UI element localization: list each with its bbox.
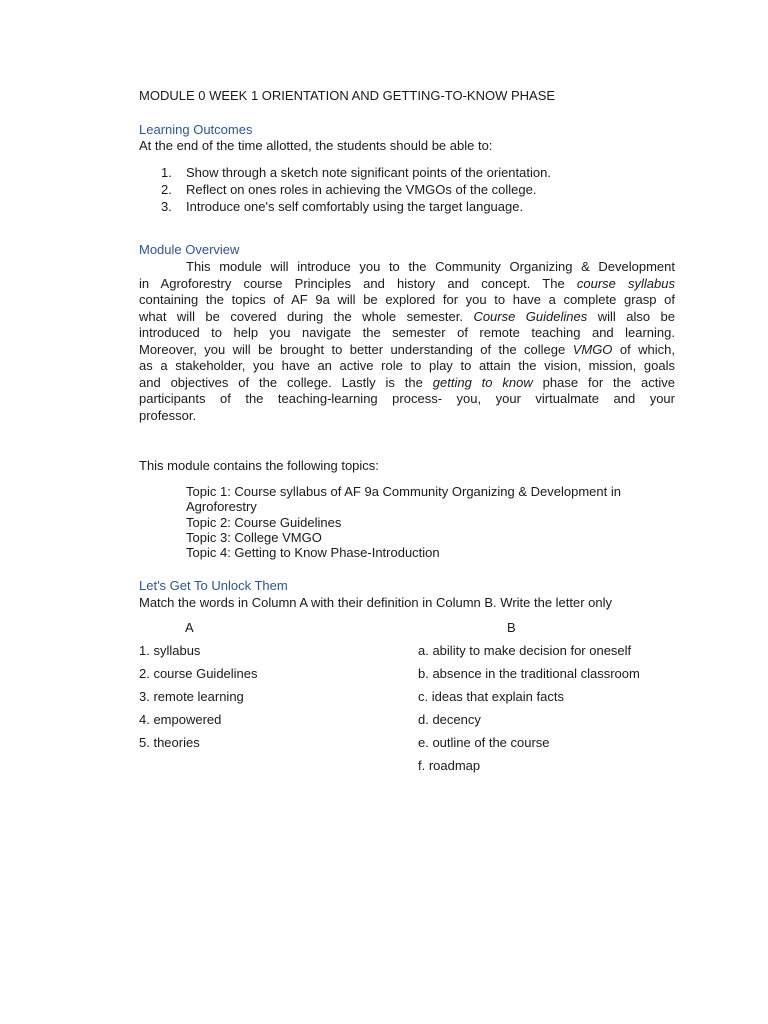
- list-item: b. absence in the traditional classroom: [418, 666, 640, 681]
- column-a-label: A: [185, 620, 194, 635]
- list-item: [139, 199, 675, 216]
- list-item: 5. theories: [139, 735, 200, 750]
- list-item: 4. empowered: [139, 712, 222, 727]
- overview-line: professor.: [139, 407, 197, 423]
- overview-line: as a stakeholder, you have an active role to play to attain the vision, mission, goals: [139, 358, 675, 373]
- list-text: Introduce one's self comfortably using the target language.: [186, 199, 524, 214]
- vmgo-emphasis: VMGO: [572, 341, 613, 357]
- list-text: Reflect on ones roles in achieving the VMGOs of the college.: [186, 182, 537, 197]
- getting-to-know-emphasis: getting to know: [432, 374, 533, 390]
- list-item: [139, 182, 675, 199]
- column-a-list: [139, 643, 258, 758]
- unlock-heading: Let's Get To Unlock Them: [139, 578, 288, 593]
- topics-intro: This module contains the following topics:: [139, 458, 379, 473]
- overview-line: and objectives of the college. Lastly is the getting to know phase for the active: [139, 374, 675, 390]
- list-item: Topic 2: Course Guidelines: [186, 514, 342, 530]
- list-item: e. outline of the course: [418, 735, 550, 750]
- module-title: MODULE 0 WEEK 1 ORIENTATION AND GETTING-TO-KNOW PHASE: [139, 88, 556, 103]
- overview-line: Moreover, you will be brought to better understanding of the college VMGO of which,: [139, 341, 675, 357]
- overview-line: participants of the teaching-learning process- you, your virtualmate and your: [139, 391, 675, 406]
- list-item: a. ability to make decision for oneself: [418, 643, 632, 658]
- overview-line: what will be covered during the whole semester. Course Guidelines will also be: [139, 308, 675, 324]
- overview-line: This module will introduce you to the Community Organizing & Development: [186, 259, 675, 274]
- learning-outcomes-intro: At the end of the time allotted, the students should be able to:: [139, 138, 493, 153]
- list-item: 3. remote learning: [139, 689, 244, 704]
- topics-list: [186, 484, 676, 560]
- column-b-label: B: [507, 620, 516, 635]
- list-item: [139, 165, 675, 182]
- unlock-instruction: Match the words in Column A with their definition in Column B. Write the letter only: [139, 595, 613, 610]
- list-item: Topic 3: College VMGO: [186, 529, 322, 545]
- module-overview-heading: Module Overview: [139, 242, 240, 257]
- learning-outcomes-heading: Learning Outcomes: [139, 122, 253, 137]
- course-guidelines-emphasis: Course Guidelines: [473, 308, 588, 324]
- list-item: 1. syllabus: [139, 643, 201, 658]
- overview-line: in Agroforestry course Principles and history and concept. The course syllabus: [139, 275, 675, 291]
- list-number: 2.: [161, 182, 172, 197]
- column-b-list: [418, 643, 640, 781]
- list-item: 2. course Guidelines: [139, 666, 258, 681]
- list-item: Topic 4: Getting to Know Phase-Introduction: [186, 545, 440, 561]
- list-number: 1.: [161, 165, 172, 180]
- list-number: 3.: [161, 199, 172, 214]
- list-item: c. ideas that explain facts: [418, 689, 564, 704]
- list-item: d. decency: [418, 712, 481, 727]
- overview-line: containing the topics of AF 9a will be explored for you to have a complete grasp of: [139, 292, 675, 307]
- overview-line: introduced to help you navigate the semester of remote teaching and learning.: [139, 325, 675, 340]
- list-item: Topic 1: Course syllabus of AF 9a Community Organizing & Development in Agroforestry: [186, 484, 621, 515]
- list-item: f. roadmap: [418, 758, 481, 773]
- module-overview-body: [139, 259, 675, 424]
- list-text: Show through a sketch note significant points of the orientation.: [186, 165, 551, 180]
- outcomes-list: [139, 165, 675, 216]
- course-syllabus-emphasis: course syllabus: [576, 275, 675, 291]
